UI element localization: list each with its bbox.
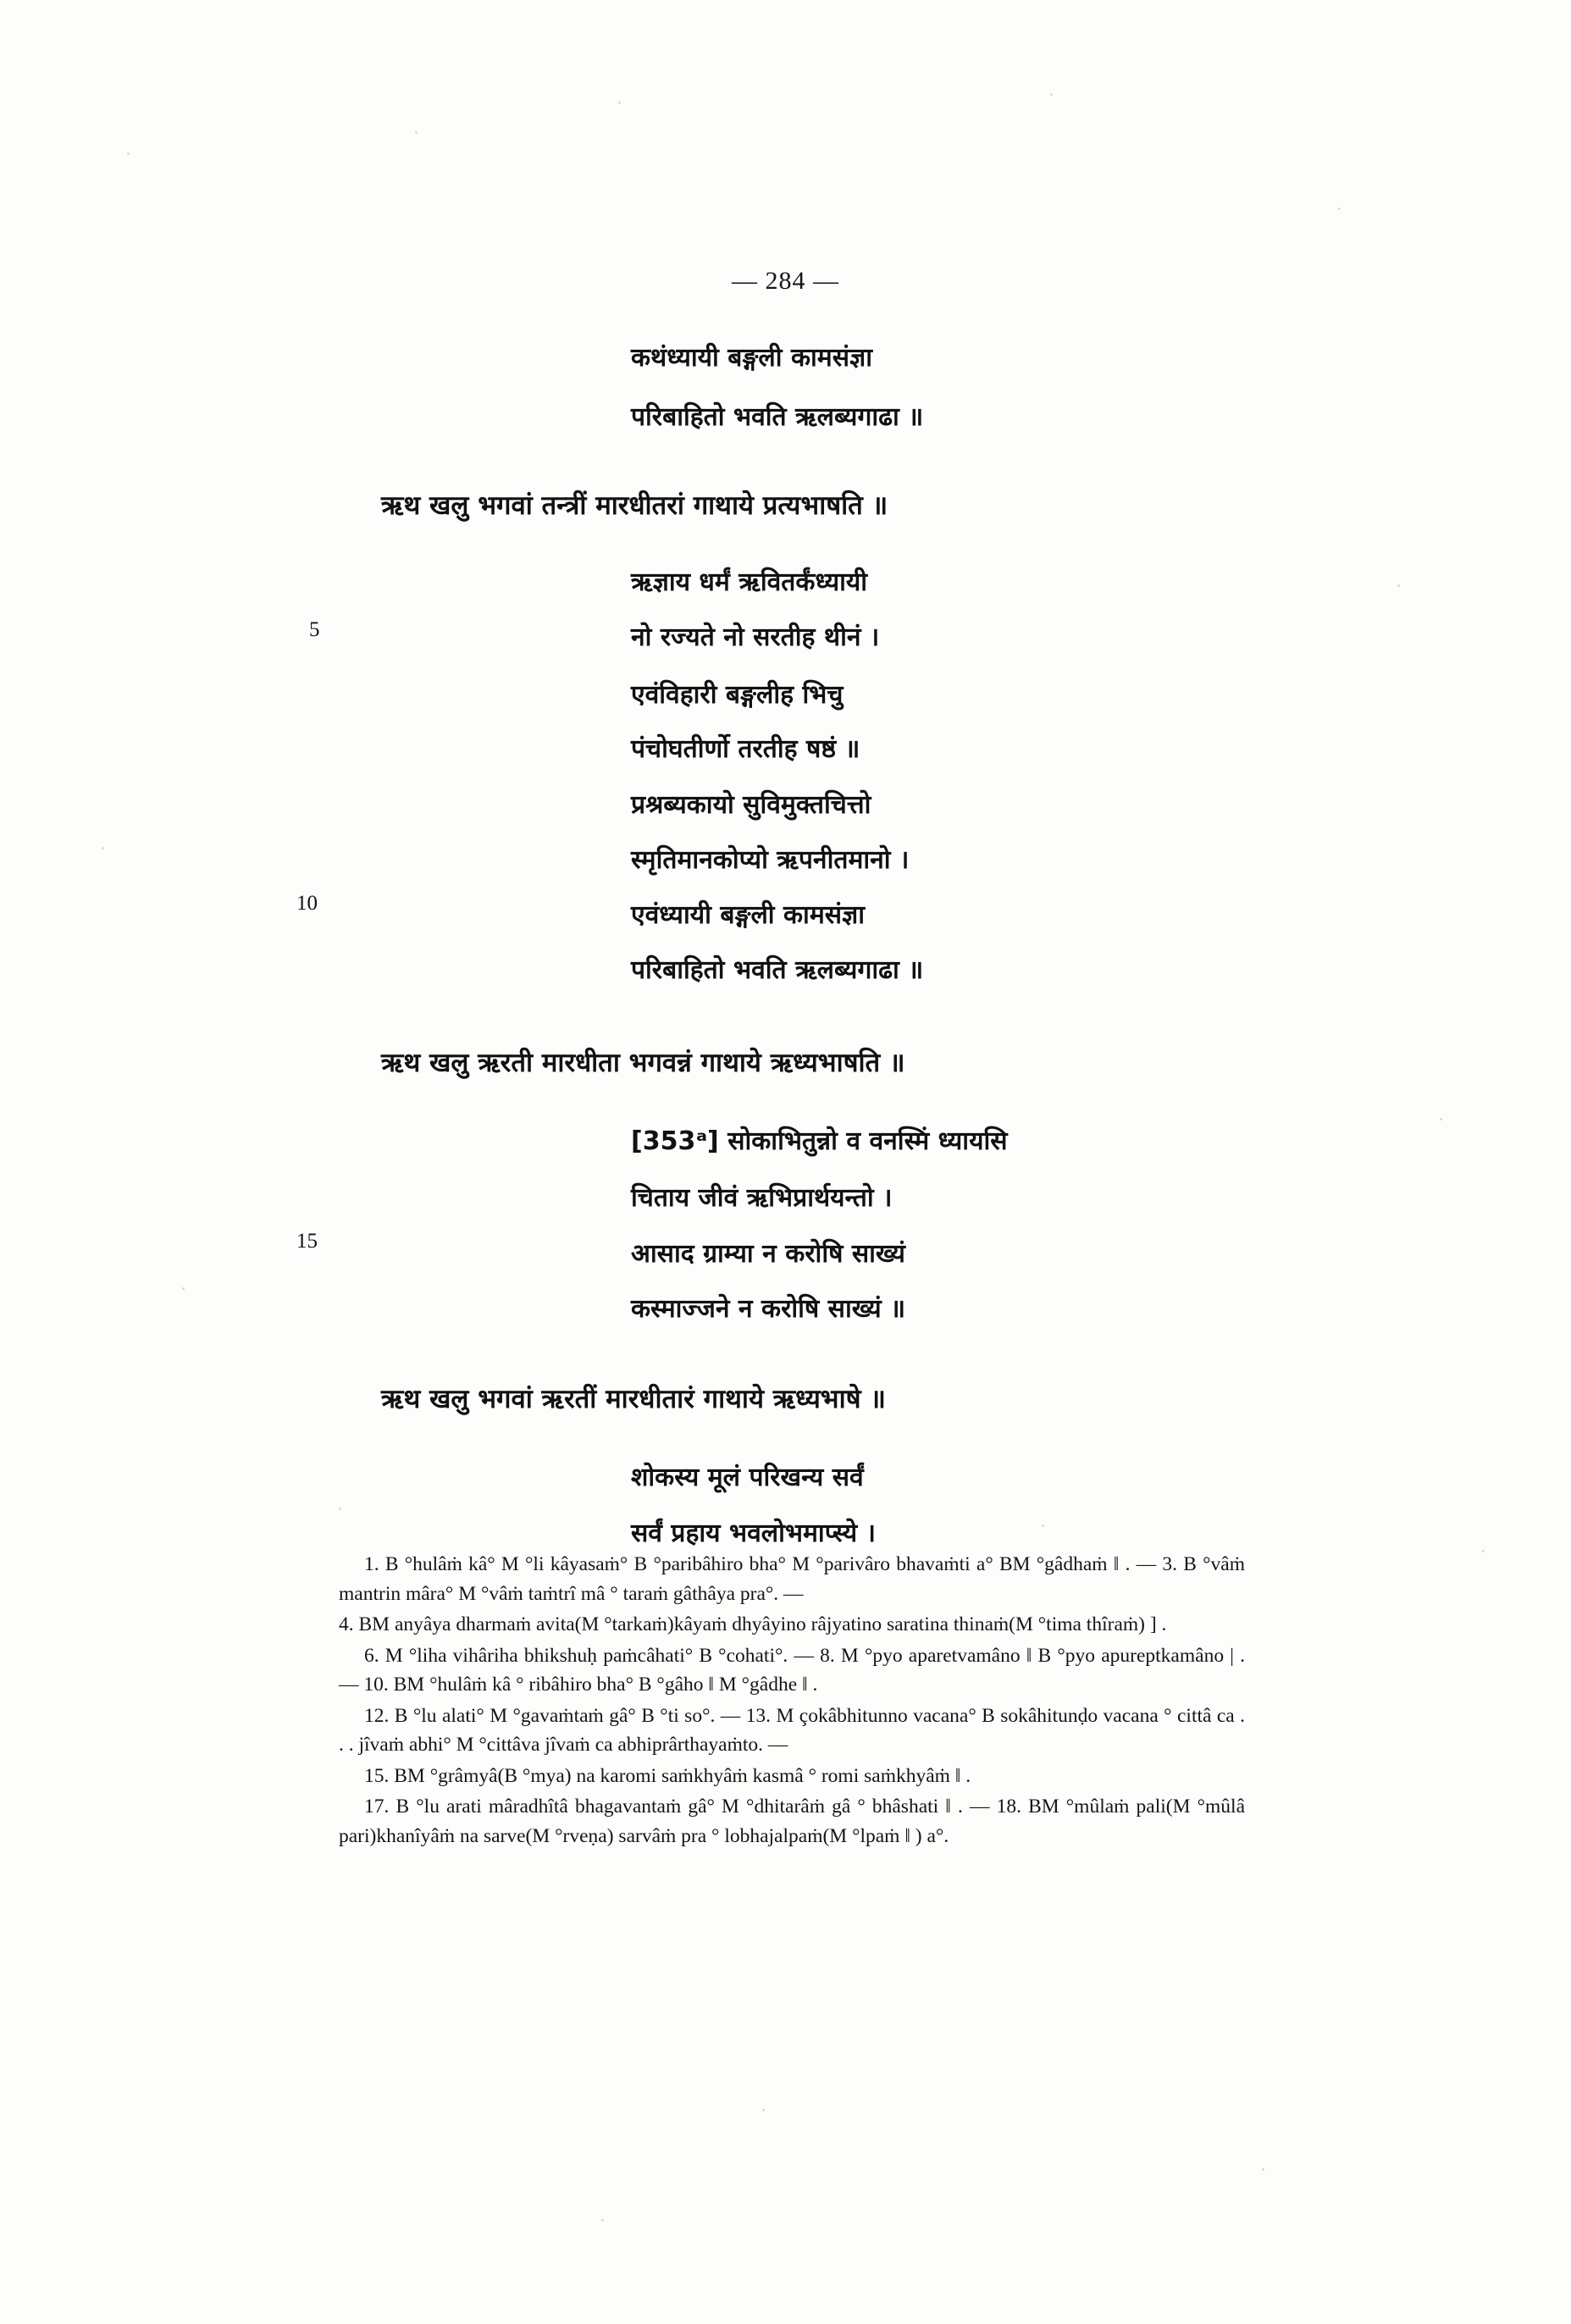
margin-line-number-5: 5 [309,618,320,641]
verse-line: ऋज्ञाय धर्मं ऋवितर्कंध्यायी [631,567,868,597]
apparatus-entry: 4. BM anyâya dharmaṁ avita(M °tarkaṁ)kâyaṁ dhyâyino râjyatino saratina thinaṁ(M °tima thîraṁ) ] . [339,1613,1167,1636]
paper-speck [1262,2168,1264,2171]
apparatus-entry: 15. BM °grâmyâ(B °mya) na karomi saṁkhyâṁ kasmâ ° romi saṁkhyâṁ ‖ . [364,1764,971,1787]
verse-line: प्रश्रब्यकायो सुविमुक्तचित्तो [631,790,871,820]
paper-speck [415,131,418,134]
verse-line: एवंविहारी बङ्गलीह भिचु [631,680,844,710]
paper-speck [618,102,621,104]
paper-speck [339,1508,341,1510]
paper-speck [127,152,130,155]
paper-speck [1482,1550,1485,1552]
paper-speck [1397,584,1400,587]
verse-line: परिबाहितो भवति ऋलब्यगाढा ॥ [631,955,924,985]
paper-speck [102,847,104,849]
apparatus-entry: 17. B °lu arati mâradhîtâ bhagavantaṁ gâ° M °dhitarâṁ gâ ° bhâshati ‖ . — 18. BM °mûlaṁ pali(M °mûlâ pari)khanîyâṁ na sarve(M °rveṇa) sarvâṁ pra ° lobhajalpaṁ(M °lpaṁ ‖ ) a°. [339,1796,1245,1847]
verse-line: चिताय जीवं ऋभिप्रार्थयन्तो । [631,1183,893,1213]
margin-line-number-15: 15 [296,1230,318,1253]
verse-line: कस्माज्जने न करोषि साख्यं ॥ [631,1294,906,1324]
apparatus-entry: 6. M °liha vihâriha bhikshuḥ paṁcâhati° B °cohati°. — 8. M °pyo aparetvamâno ‖ B °pyo apureptkamâno | . — 10. BM °hulâṁ kâ ° ribâhiro bha° B °gâho ‖ M °gâdhe ‖ . [339,1644,1245,1696]
paper-speck [1042,1524,1044,1527]
verse-line: सर्वं प्रहाय भवलोभमाप्स्ये । [631,1519,877,1548]
verse-line: पंचोघतीर्णो तरतीह षष्ठं ॥ [631,734,860,764]
verse-intro-line: ऋथ खलु ऋरती मारधीता भगवन्नं गाथाये ऋध्यभाषति ॥ [381,1048,905,1078]
paper-speck [182,1287,185,1290]
page-number: — 284 — [732,267,839,295]
verse-line: नो रज्यते नो सरतीह थीनं । [631,622,880,652]
verse-line: कथंध्यायी बङ्गली कामसंज्ञा [631,343,872,373]
apparatus-entry: 1. B °hulâṁ kâ° M °li kâyasaṁ° B °paribâhiro bha° M °parivâro bhavaṁti a° BM °gâdhaṁ ‖ . — 3. B °vâṁ mantrin mâra° M °vâṁ taṁtrî mâ ° taraṁ gâthâya pra°. — [339,1553,1245,1605]
verse-line: परिबाहितो भवति ऋलब्यगाढा ॥ [631,402,924,432]
verse-line: [353ᵃ] सोकाभितुन्नो व वनस्मिं ध्यायसि [631,1126,1008,1156]
paper-speck [1338,208,1341,210]
critical-apparatus [339,1550,1245,1852]
apparatus-entry: 12. B °lu alati° M °gavaṁtaṁ gâ° B °ti so°. — 13. M çokâbhitunno vacana° B sokâhitunḍo vacana ° cittâ ca . . . jîvaṁ abhi° M °cittâva jîvaṁ ca abhiprârthayaṁto. — [339,1704,1245,1757]
verse-line: आसाद ग्राम्या न करोषि साख्यं [631,1239,905,1269]
verse-line: एवंध्यायी बङ्गली कामसंज्ञा [631,900,866,930]
verse-intro-line: ऋथ खलु भगवां तन्त्रीं मारधीतरां गाथाये प्रत्यभाषति ॥ [381,490,888,521]
verse-line: स्मृतिमानकोप्यो ऋपनीतमानो । [631,845,910,875]
paper-speck [1440,1118,1442,1120]
paper-speck [1050,93,1053,96]
paper-speck [601,2219,604,2222]
verse-line: शोकस्य मूलं परिखन्य सर्वं [631,1463,864,1492]
paper-speck [762,2109,765,2111]
margin-line-number-10: 10 [296,892,318,915]
verse-intro-line: ऋथ खलु भगवां ऋरतीं मारधीतारं गाथाये ऋध्यभाषे ॥ [381,1384,886,1414]
